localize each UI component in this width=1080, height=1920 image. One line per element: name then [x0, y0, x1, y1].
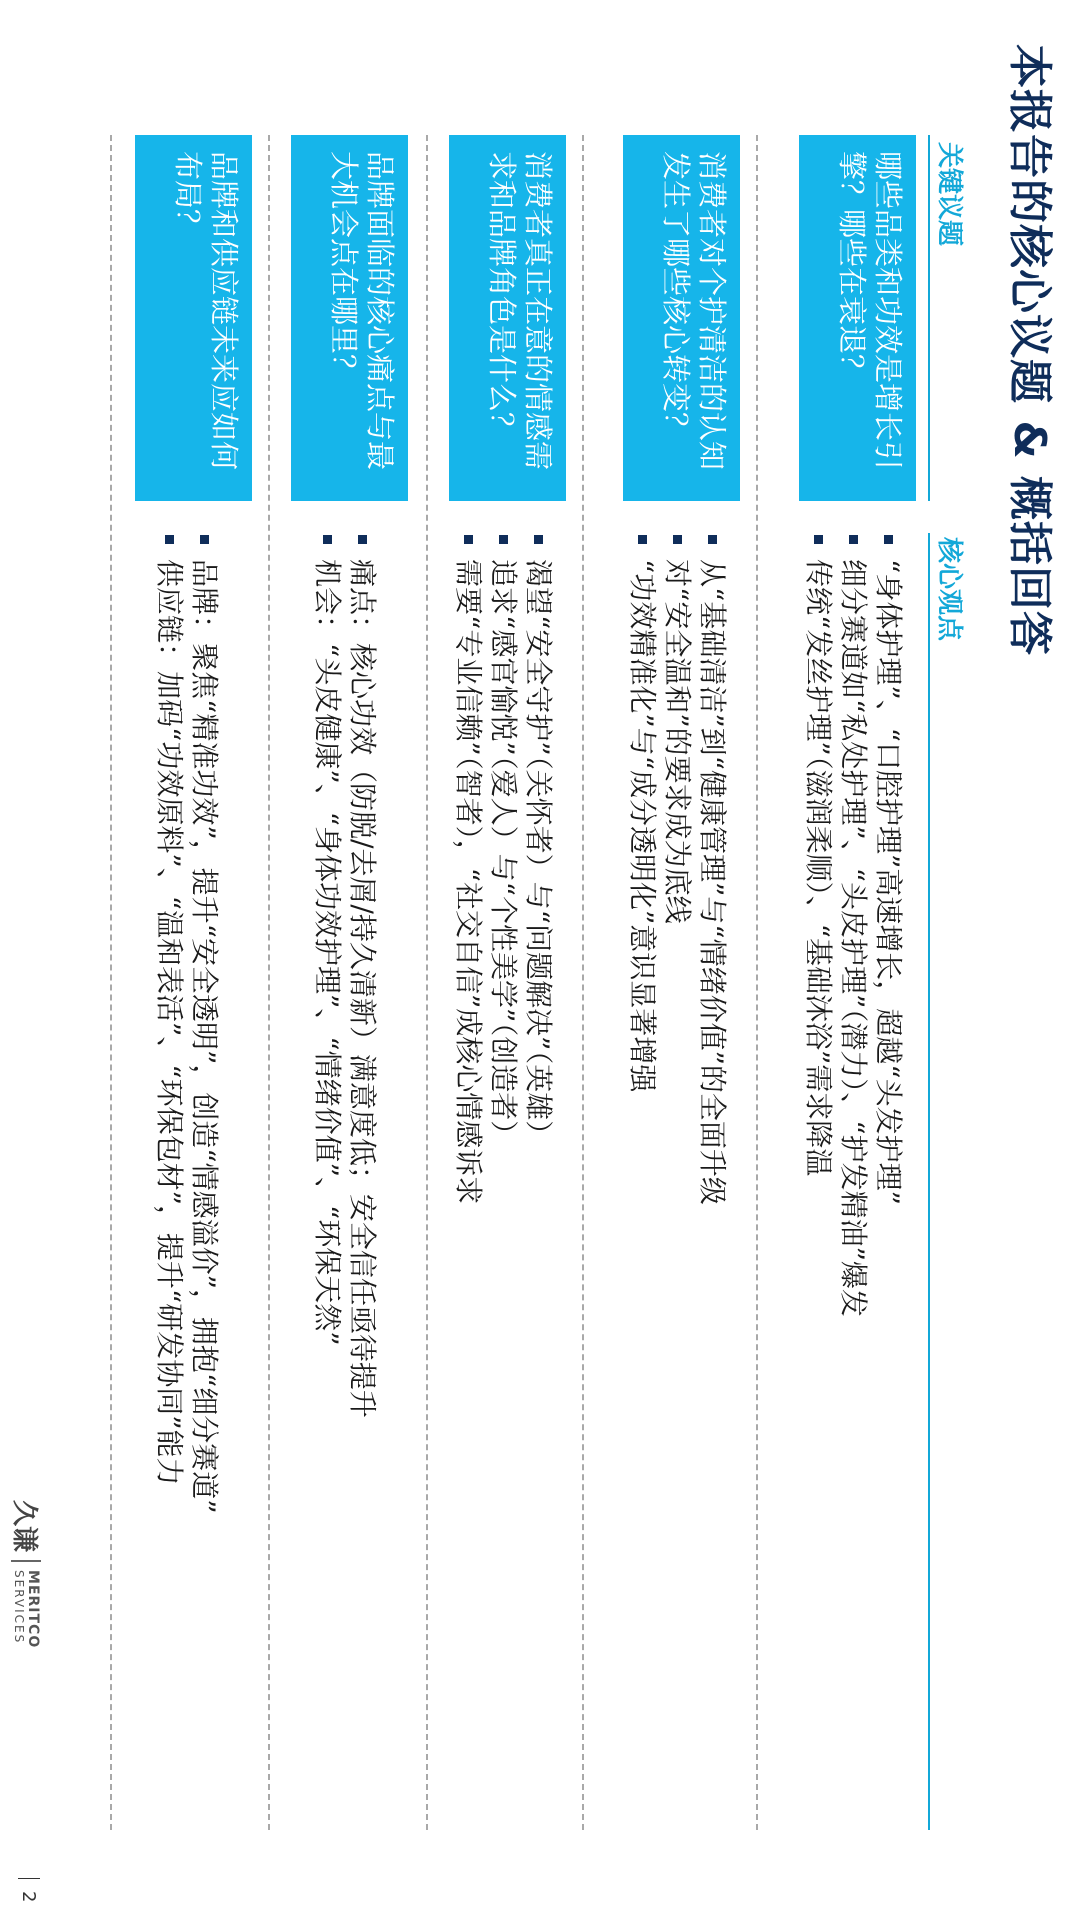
page-number — [18, 1878, 40, 1902]
point-item: 痛点：核心功效（防脱/去屑/持久清新）满意度低；安全信任亟待提升 — [345, 533, 380, 1833]
issue-box-1: 哪些品类和功效是增长引擎？哪些在衰退？ — [799, 135, 916, 501]
point-item: “功效精准化”与“成分透明化”意识显著增强 — [625, 533, 660, 1833]
point-item: 从“基础清洁”到“健康管理”与“情绪价值”的全面升级 — [695, 533, 730, 1833]
page-title: 本报告的核心议题 & 概括回答 — [1004, 44, 1055, 657]
issues-column-header: 关键议题 — [934, 142, 964, 247]
logo-line-2: SERVICES — [12, 1570, 27, 1645]
point-item: 品牌：聚焦“精准功效”，提升“安全透明”，创造“情感溢价”，拥抱“细分赛道” — [187, 533, 222, 1833]
point-item: 细分赛道如“私处护理”、“头皮护理”（潜力）、“护发精油”爆发 — [836, 533, 871, 1833]
issue-box-4: 品牌面临的核心痛点与最大机会点在哪里？ — [291, 135, 408, 501]
points-list-1 — [801, 533, 906, 1833]
point-item: 追求“感官愉悦”（爱人）与“个性美学”（创造者） — [486, 533, 521, 1833]
points-list-5 — [152, 533, 222, 1833]
issue-box-5: 品牌和供应链未来应如何布局？ — [135, 135, 252, 501]
logo-text — [13, 1570, 41, 1648]
point-item: 传统“发丝护理”（滋润柔顺）、“基础沐浴”需求降温 — [801, 533, 836, 1833]
logo-mark: 久谦 — [9, 1500, 39, 1553]
point-item: 供应链：加码“功效原料”、“温和表活”、“环保包材”，提升“研发协同”能力 — [152, 533, 187, 1833]
meritco-logo — [8, 1500, 45, 1648]
point-item: 渴望“安全守护”（关怀者）与“问题解决”（英雄） — [521, 533, 556, 1833]
point-item: “身体护理”、“口腔护理”高速增长，超越“头发护理” — [871, 533, 906, 1833]
page-number-bar — [18, 1878, 40, 1879]
issue-box-2: 消费者对个护清洁的认知发生了哪些核心转变？ — [623, 135, 740, 501]
row-divider — [110, 135, 112, 1830]
points-list-2 — [625, 533, 730, 1833]
views-column-header: 核心观点 — [934, 537, 964, 642]
views-header-underline — [928, 533, 930, 1830]
page-number-value: 2 — [18, 1891, 40, 1903]
row-divider — [268, 135, 270, 1830]
points-list-4 — [310, 533, 380, 1833]
point-item: 对“安全温和”的要求成为底线 — [660, 533, 695, 1833]
issues-header-underline — [928, 135, 930, 501]
logo-line-1: MERITCO — [25, 1570, 42, 1649]
logo-separator — [12, 1560, 42, 1562]
point-item: 机会：“头皮健康”、“身体功效护理”、“情绪价值”、“环保天然” — [310, 533, 345, 1833]
row-divider — [426, 135, 428, 1830]
row-divider — [582, 135, 584, 1830]
points-list-3 — [451, 533, 556, 1833]
issue-box-3: 消费者真正在意的情感需求和品牌角色是什么？ — [449, 135, 566, 501]
row-divider — [756, 135, 758, 1830]
point-item: 需要“专业信赖”（智者），“社交自信”成核心情感诉求 — [451, 533, 486, 1833]
